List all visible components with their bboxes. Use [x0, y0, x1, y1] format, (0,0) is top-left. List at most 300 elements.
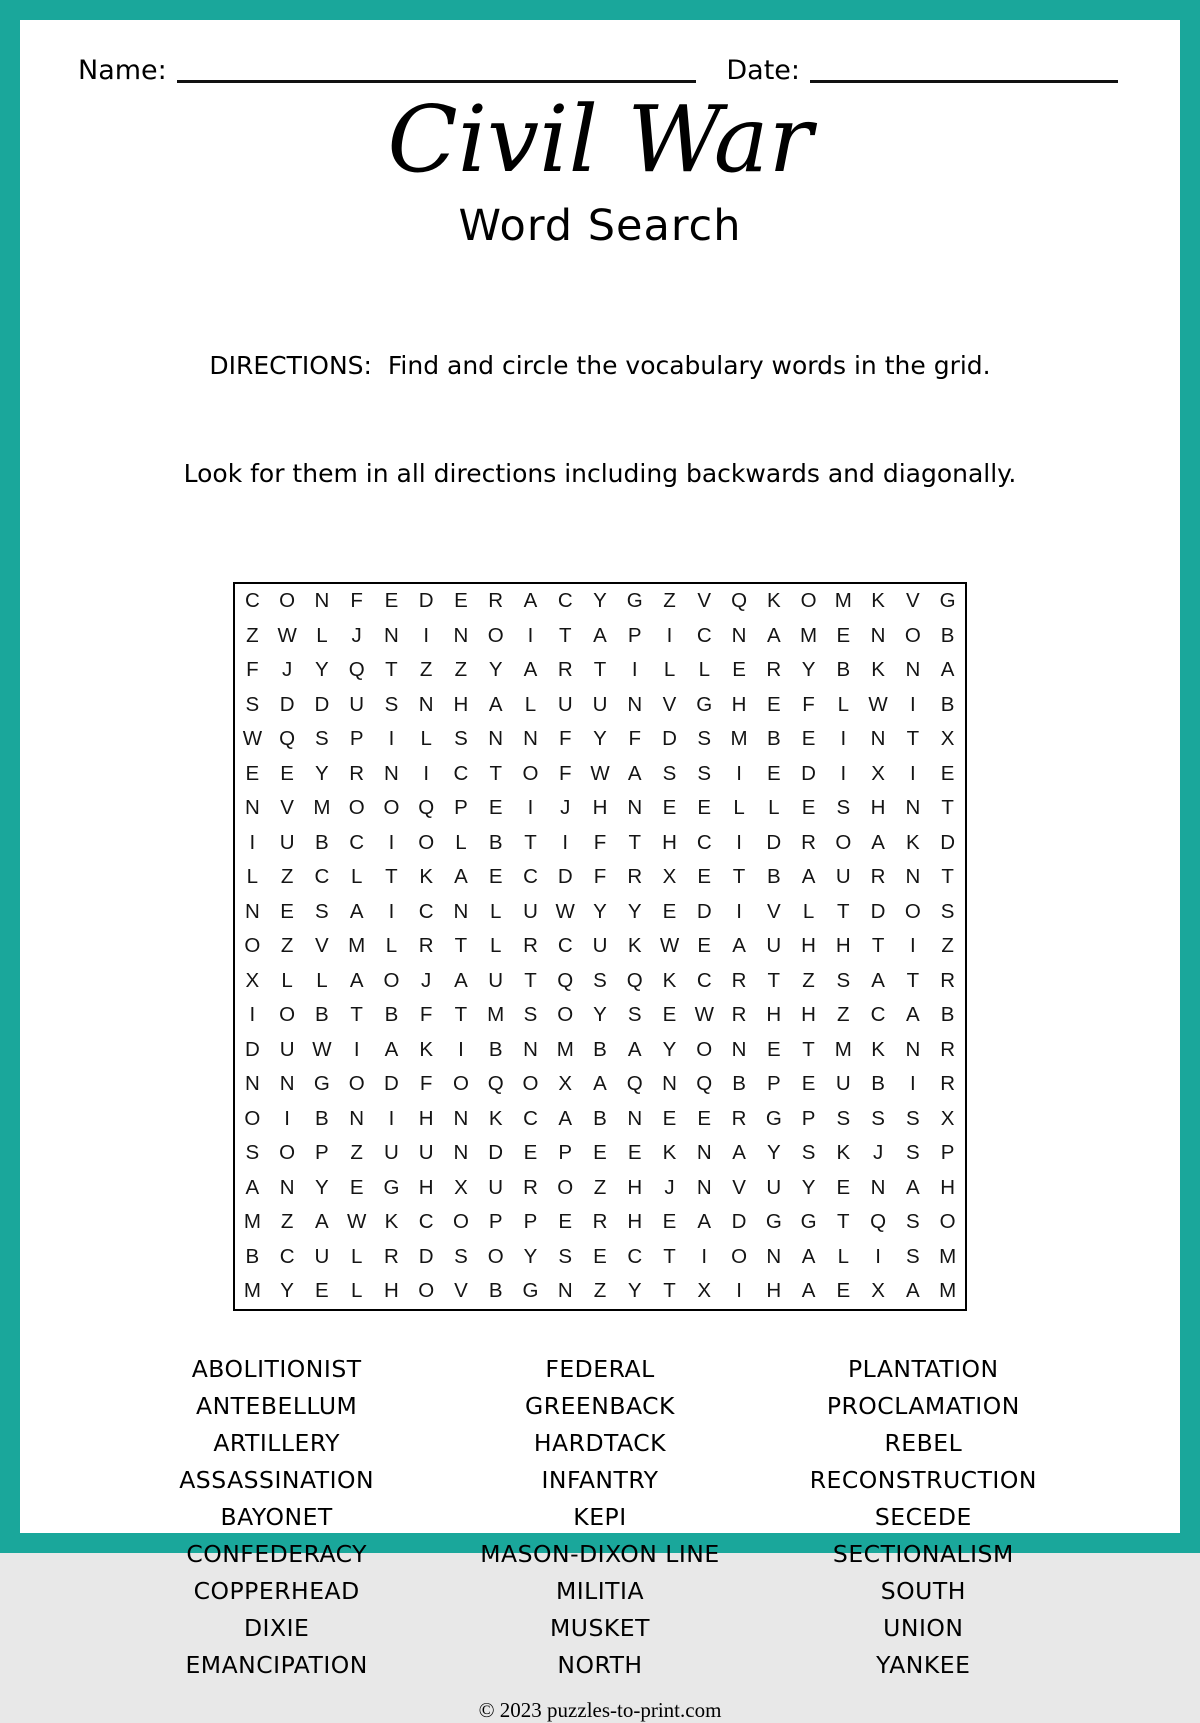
grid-cell-r11c15: A — [732, 934, 746, 958]
grid-cell-r21c14: X — [697, 1279, 712, 1303]
grid-cell-r2c18: E — [836, 623, 851, 647]
grid-cell-r1c1: C — [244, 589, 260, 613]
grid-cell-r17c15: A — [732, 1141, 746, 1165]
grid-cell-r9c21: T — [941, 865, 954, 889]
grid-cell-r8c10: I — [562, 830, 569, 854]
grid-cell-r10c9: U — [523, 899, 538, 923]
grid-cell-r16c2: I — [284, 1106, 290, 1130]
grid-cell-r17c7: N — [453, 1141, 469, 1165]
word-item: SECTIONALISM — [832, 1539, 1014, 1568]
grid-cell-r3c8: Y — [488, 658, 503, 682]
grid-cell-r5c10: F — [558, 727, 572, 751]
grid-cell-r16c20: S — [906, 1106, 920, 1130]
grid-cell-r8c14: C — [696, 830, 712, 854]
grid-cell-r8c11: F — [593, 830, 607, 854]
grid-cell-r6c20: I — [910, 761, 916, 785]
word-item: CONFEDERACY — [186, 1539, 367, 1568]
grid-cell-r13c7: T — [454, 1003, 468, 1027]
grid-cell-r12c11: S — [593, 968, 607, 992]
grid-cell-r14c16: E — [766, 1037, 781, 1061]
grid-cell-r18c6: H — [418, 1175, 434, 1199]
word-item: BAYONET — [220, 1502, 333, 1531]
grid-cell-r7c10: J — [560, 796, 571, 820]
grid-cell-r13c3: B — [315, 1003, 329, 1027]
page-subtitle: Word Search — [458, 200, 742, 251]
word-item: DIXIE — [243, 1613, 310, 1642]
grid-cell-r20c3: U — [314, 1244, 330, 1268]
grid-cell-r15c10: X — [558, 1072, 573, 1096]
grid-cell-r16c15: R — [731, 1106, 747, 1130]
grid-cell-r19c10: E — [558, 1210, 573, 1234]
grid-cell-r18c1: A — [245, 1175, 260, 1199]
grid-cell-r4c11: U — [592, 692, 608, 716]
grid-cell-r12c16: T — [767, 968, 781, 992]
word-item: COPPERHEAD — [193, 1576, 360, 1605]
word-item: INFANTRY — [541, 1465, 659, 1494]
grid-cell-r17c21: P — [940, 1141, 955, 1165]
grid-cell-r1c20: V — [906, 589, 920, 613]
grid-cell-r9c15: T — [732, 865, 746, 889]
grid-cell-r15c20: I — [910, 1072, 916, 1096]
grid-cell-r8c4: C — [349, 830, 365, 854]
grid-cell-r2c20: O — [904, 623, 921, 647]
grid-cell-r17c1: S — [245, 1141, 260, 1165]
grid-cell-r14c4: I — [353, 1037, 360, 1061]
grid-cell-r1c2: O — [279, 589, 296, 613]
grid-cell-r12c9: T — [524, 968, 537, 992]
grid-cell-r21c8: B — [488, 1279, 503, 1303]
grid-cell-r20c1: B — [245, 1244, 260, 1268]
grid-cell-r5c6: L — [420, 727, 432, 751]
grid-cell-r16c17: P — [801, 1106, 816, 1130]
grid-cell-r3c17: Y — [801, 658, 816, 682]
grid-cell-r3c5: T — [385, 658, 398, 682]
grid-cell-r14c13: Y — [662, 1037, 677, 1061]
grid-cell-r7c2: V — [280, 796, 294, 820]
grid-cell-r17c3: P — [315, 1141, 329, 1165]
grid-cell-r14c17: T — [802, 1037, 815, 1061]
grid-cell-r7c16: L — [768, 796, 780, 820]
grid-cell-r12c20: T — [906, 968, 920, 992]
grid-cell-r20c2: C — [279, 1244, 295, 1268]
grid-cell-r21c1: M — [243, 1279, 261, 1303]
header-row — [78, 52, 1118, 86]
grid-cell-r14c19: K — [871, 1037, 885, 1061]
grid-cell-r13c1: I — [249, 1003, 256, 1027]
grid-cell-r17c14: N — [696, 1141, 712, 1165]
grid-cell-r20c5: R — [384, 1244, 399, 1268]
grid-cell-r6c2: E — [280, 761, 294, 785]
word-column-2 — [438, 1351, 761, 1684]
grid-cell-r7c4: O — [348, 796, 365, 820]
grid-cell-r18c15: V — [732, 1175, 746, 1199]
word-item: YANKEE — [876, 1650, 971, 1679]
grid-cell-r20c11: E — [593, 1244, 607, 1268]
grid-cell-r19c14: A — [697, 1210, 712, 1234]
grid-cell-r5c16: B — [766, 727, 781, 751]
grid-cell-r20c20: S — [906, 1244, 920, 1268]
grid-cell-r9c20: N — [905, 865, 921, 889]
grid-cell-r19c6: C — [418, 1210, 434, 1234]
grid-cell-r18c13: J — [664, 1175, 675, 1199]
grid-cell-r21c4: L — [350, 1279, 363, 1303]
grid-cell-r5c3: S — [315, 727, 329, 751]
grid-cell-r3c18: B — [836, 658, 851, 682]
grid-cell-r6c5: N — [384, 761, 399, 785]
grid-cell-r18c18: E — [836, 1175, 851, 1199]
grid-cell-r14c6: K — [419, 1037, 434, 1061]
grid-cell-r12c15: R — [731, 968, 747, 992]
grid-cell-r1c9: A — [523, 589, 538, 613]
grid-cell-r3c3: Y — [315, 658, 329, 682]
grid-cell-r9c9: C — [523, 865, 538, 889]
grid-cell-r20c10: S — [558, 1244, 573, 1268]
grid-cell-r10c11: Y — [593, 899, 607, 923]
grid-cell-r20c4: L — [350, 1244, 363, 1268]
grid-cell-r13c9: S — [523, 1003, 538, 1027]
grid-cell-r18c12: H — [627, 1175, 643, 1199]
grid-cell-r3c9: A — [523, 658, 538, 682]
grid-cell-r6c6: I — [423, 761, 430, 785]
grid-cell-r3c2: J — [282, 658, 293, 682]
grid-cell-r15c21: R — [940, 1072, 956, 1096]
word-item: ARTILLERY — [213, 1428, 341, 1457]
word-item: SECEDE — [874, 1502, 972, 1531]
grid-cell-r6c16: E — [766, 761, 781, 785]
grid-cell-r14c2: U — [279, 1037, 295, 1061]
grid-cell-r19c4: W — [346, 1210, 367, 1234]
grid-cell-r2c21: B — [940, 623, 955, 647]
grid-cell-r6c8: T — [489, 761, 502, 785]
grid-cell-r18c10: O — [557, 1175, 574, 1199]
grid-cell-r2c17: M — [800, 623, 818, 647]
grid-cell-r11c1: O — [244, 934, 261, 958]
grid-cell-r21c9: G — [522, 1279, 539, 1303]
grid-cell-r3c16: R — [766, 658, 782, 682]
grid-cell-r18c19: N — [870, 1175, 886, 1199]
grid-cell-r3c13: L — [663, 658, 676, 682]
grid-cell-r12c18: S — [836, 968, 851, 992]
grid-cell-r19c21: O — [939, 1210, 956, 1234]
word-item: PROCLAMATION — [826, 1391, 1020, 1420]
grid-cell-r9c2: Z — [280, 865, 294, 889]
grid-cell-r11c3: V — [315, 934, 329, 958]
grid-cell-r17c20: S — [906, 1141, 920, 1165]
grid-cell-r1c17: O — [800, 589, 817, 613]
grid-cell-r5c19: N — [870, 727, 886, 751]
grid-cell-r5c4: P — [349, 727, 364, 751]
grid-cell-r10c10: W — [555, 899, 575, 923]
grid-cell-r7c8: E — [488, 796, 503, 820]
grid-cell-r17c10: P — [558, 1141, 573, 1165]
grid-cell-r13c2: O — [279, 1003, 296, 1027]
grid-cell-r21c7: V — [454, 1279, 468, 1303]
grid-cell-r13c10: O — [557, 1003, 574, 1027]
grid-cell-r9c7: A — [454, 865, 468, 889]
grid-cell-r19c19: Q — [870, 1210, 887, 1234]
grid-cell-r3c12: I — [631, 658, 638, 682]
grid-cell-r12c21: R — [940, 968, 956, 992]
grid-cell-r14c5: A — [384, 1037, 399, 1061]
grid-cell-r10c2: E — [280, 899, 294, 923]
grid-cell-r9c3: C — [314, 865, 330, 889]
grid-cell-r12c1: X — [245, 968, 260, 992]
grid-cell-r4c21: B — [940, 692, 955, 716]
grid-cell-r3c19: K — [871, 658, 885, 682]
grid-cell-r5c5: I — [388, 727, 395, 751]
grid-cell-r12c10: Q — [557, 968, 574, 992]
grid-cell-r11c9: R — [523, 934, 538, 958]
grid-cell-r17c13: K — [662, 1141, 677, 1165]
grid-cell-r15c19: B — [871, 1072, 885, 1096]
grid-cell-r5c18: I — [840, 727, 847, 751]
grid-cell-r15c4: O — [348, 1072, 365, 1096]
grid-cell-r13c16: H — [766, 1003, 782, 1027]
grid-cell-r17c6: U — [418, 1141, 434, 1165]
grid-cell-r18c17: Y — [801, 1175, 816, 1199]
grid-cell-r8c6: O — [418, 830, 435, 854]
grid-cell-r14c9: N — [523, 1037, 538, 1061]
word-list — [115, 1351, 1085, 1684]
grid-cell-r6c15: I — [736, 761, 742, 785]
grid-cell-r5c15: M — [730, 727, 748, 751]
grid-cell-r10c7: N — [453, 899, 469, 923]
grid-cell-r21c3: E — [315, 1279, 329, 1303]
grid-cell-r11c2: Z — [280, 934, 294, 958]
grid-cell-r16c10: A — [558, 1106, 573, 1130]
grid-cell-r16c14: E — [697, 1106, 712, 1130]
grid-cell-r11c21: Z — [941, 934, 954, 958]
date-label: Date: — [726, 54, 800, 86]
grid-cell-r2c10: T — [558, 623, 572, 647]
grid-cell-r13c17: H — [801, 1003, 816, 1027]
grid-cell-r13c15: R — [731, 1003, 747, 1027]
grid-cell-r2c11: A — [593, 623, 607, 647]
grid-cell-r14c20: N — [905, 1037, 921, 1061]
grid-cell-r20c21: M — [939, 1244, 957, 1268]
grid-cell-r11c20: I — [910, 934, 916, 958]
grid-cell-r9c11: F — [593, 865, 607, 889]
grid-cell-r2c2: W — [277, 623, 297, 647]
grid-cell-r5c20: T — [906, 727, 920, 751]
grid-cell-r17c16: Y — [766, 1141, 781, 1165]
grid-cell-r15c17: E — [801, 1072, 816, 1096]
grid-cell-r9c8: E — [488, 865, 503, 889]
grid-cell-r6c13: S — [662, 761, 677, 785]
grid-cell-r15c15: B — [732, 1072, 746, 1096]
grid-cell-r14c11: B — [593, 1037, 607, 1061]
grid-cell-r15c3: G — [313, 1072, 330, 1096]
directions-line-1: DIRECTIONS: Find and circle the vocabulary words in the grid. — [209, 351, 991, 381]
grid-cell-r13c8: M — [487, 1003, 505, 1027]
grid-cell-r15c2: N — [279, 1072, 295, 1096]
grid-cell-r8c5: I — [388, 830, 395, 854]
grid-cell-r7c3: M — [313, 796, 331, 820]
grid-cell-r15c5: D — [384, 1072, 399, 1096]
grid-cell-r19c7: O — [452, 1210, 469, 1234]
name-blank-line — [177, 52, 697, 83]
grid-cell-r20c19: I — [875, 1244, 881, 1268]
grid-cell-r5c2: Q — [279, 727, 296, 751]
grid-cell-r19c9: P — [523, 1210, 538, 1234]
grid-cell-r20c13: T — [663, 1244, 676, 1268]
grid-cell-r12c17: Z — [802, 968, 815, 992]
grid-cell-r8c17: R — [801, 830, 816, 854]
grid-cell-r19c15: D — [731, 1210, 747, 1234]
grid-cell-r6c19: X — [871, 761, 885, 785]
grid-cell-r18c11: Z — [593, 1175, 607, 1199]
grid-cell-r3c4: Q — [348, 658, 365, 682]
grid-cell-r19c11: R — [592, 1210, 608, 1234]
grid-cell-r10c15: I — [736, 899, 742, 923]
grid-cell-r9c13: X — [662, 865, 677, 889]
grid-cell-r15c16: P — [766, 1072, 781, 1096]
grid-cell-r14c7: I — [458, 1037, 464, 1061]
word-item: EMANCIPATION — [185, 1650, 368, 1679]
grid-cell-r15c18: U — [835, 1072, 851, 1096]
grid-cell-r4c9: L — [524, 692, 537, 716]
word-item: HARDTACK — [533, 1428, 667, 1457]
grid-cell-r5c1: W — [242, 727, 263, 751]
grid-cell-r6c1: E — [245, 761, 260, 785]
grid-cell-r3c7: Z — [454, 658, 468, 682]
grid-cell-r12c5: O — [383, 968, 400, 992]
grid-cell-r12c14: C — [696, 968, 712, 992]
word-item: MUSKET — [549, 1613, 650, 1642]
grid-cell-r7c12: N — [627, 796, 643, 820]
grid-cell-r10c17: L — [802, 899, 815, 923]
grid-cell-r1c5: E — [384, 589, 399, 613]
grid-cell-r15c13: N — [662, 1072, 677, 1096]
grid-cell-r10c8: L — [490, 899, 502, 923]
grid-cell-r21c2: Y — [280, 1279, 294, 1303]
grid-cell-r21c13: T — [663, 1279, 676, 1303]
grid-cell-r12c4: A — [349, 968, 364, 992]
grid-cell-r21c18: E — [836, 1279, 851, 1303]
grid-cell-r17c11: E — [593, 1141, 607, 1165]
grid-cell-r11c5: L — [385, 934, 398, 958]
directions-line-2: Look for them in all directions including backwards and diagonally. — [183, 459, 1017, 489]
grid-cell-r6c17: D — [801, 761, 816, 785]
grid-cell-r16c11: B — [593, 1106, 607, 1130]
grid-cell-r1c15: Q — [731, 589, 748, 613]
grid-cell-r9c12: R — [627, 865, 643, 889]
word-item: PLANTATION — [848, 1354, 999, 1383]
grid-cell-r1c4: F — [350, 589, 363, 613]
grid-cell-r6c14: S — [697, 761, 712, 785]
grid-cell-r9c17: A — [801, 865, 816, 889]
grid-cell-r13c4: T — [350, 1003, 363, 1027]
grid-cell-r10c20: O — [904, 899, 921, 923]
word-item: SOUTH — [880, 1576, 966, 1605]
grid-cell-r9c4: L — [350, 865, 363, 889]
grid-cell-r15c12: Q — [626, 1072, 643, 1096]
grid-cell-r7c19: H — [870, 796, 886, 820]
grid-cell-r6c12: A — [627, 761, 642, 785]
grid-cell-r13c13: E — [662, 1003, 677, 1027]
grid-cell-r7c21: T — [941, 796, 954, 820]
grid-cell-r13c6: F — [419, 1003, 433, 1027]
grid-cell-r21c11: Z — [593, 1279, 607, 1303]
grid-cell-r3c11: T — [593, 658, 607, 682]
grid-cell-r19c12: H — [627, 1210, 643, 1234]
grid-cell-r12c7: A — [454, 968, 468, 992]
grid-cell-r10c14: D — [696, 899, 712, 923]
grid-cell-r7c11: H — [592, 796, 608, 820]
grid-cell-r18c7: X — [454, 1175, 468, 1199]
grid-cell-r4c17: F — [802, 692, 815, 716]
grid-cell-r6c3: Y — [315, 761, 329, 785]
grid-cell-r15c1: N — [244, 1072, 260, 1096]
grid-cell-r14c1: D — [244, 1037, 260, 1061]
grid-cell-r16c1: O — [244, 1106, 261, 1130]
grid-cell-r20c14: I — [701, 1244, 708, 1268]
directions-text — [20, 276, 1180, 564]
grid-cell-r3c15: E — [732, 658, 746, 682]
word-column-3 — [762, 1351, 1085, 1684]
grid-cell-r12c8: U — [488, 968, 504, 992]
grid-cell-r11c17: H — [801, 934, 816, 958]
word-grid — [233, 582, 967, 1311]
grid-cell-r9c1: L — [246, 865, 259, 889]
grid-cell-r2c14: C — [696, 623, 712, 647]
grid-cell-r20c18: L — [837, 1244, 850, 1268]
grid-cell-r19c8: P — [488, 1210, 503, 1234]
grid-cell-r3c14: L — [698, 658, 710, 682]
grid-cell-r10c5: I — [388, 899, 395, 923]
word-item: ANTEBELLUM — [196, 1391, 358, 1420]
grid-cell-r1c6: D — [418, 589, 434, 613]
grid-cell-r5c17: E — [801, 727, 816, 751]
grid-cell-r8c8: B — [488, 830, 503, 854]
grid-cell-r17c5: U — [384, 1141, 399, 1165]
grid-cell-r4c7: H — [453, 692, 469, 716]
grid-cell-r10c13: E — [662, 899, 677, 923]
grid-cell-r2c4: J — [351, 623, 362, 647]
grid-cell-r4c15: H — [731, 692, 747, 716]
word-item: KEPI — [573, 1502, 627, 1531]
grid-cell-r18c14: N — [696, 1175, 712, 1199]
grid-cell-r17c9: E — [523, 1141, 538, 1165]
word-item: NORTH — [557, 1650, 643, 1679]
grid-cell-r6c9: O — [522, 761, 539, 785]
grid-cell-r15c7: O — [452, 1072, 469, 1096]
grid-cell-r16c19: S — [871, 1106, 885, 1130]
grid-cell-r4c10: U — [557, 692, 573, 716]
grid-cell-r11c4: M — [348, 934, 366, 958]
grid-cell-r14c3: W — [312, 1037, 332, 1061]
grid-cell-r14c12: A — [627, 1037, 642, 1061]
grid-cell-r16c7: N — [453, 1106, 469, 1130]
grid-cell-r8c1: I — [249, 830, 256, 854]
grid-cell-r2c6: I — [423, 623, 430, 647]
grid-cell-r1c14: V — [697, 589, 712, 613]
grid-cell-r6c18: I — [840, 761, 847, 785]
grid-cell-r6c11: W — [590, 761, 610, 785]
grid-cell-r2c19: N — [870, 623, 886, 647]
grid-cell-r7c17: E — [801, 796, 816, 820]
grid-cell-r14c10: M — [556, 1037, 574, 1061]
grid-cell-r2c5: N — [384, 623, 399, 647]
grid-cell-r7c9: I — [527, 796, 534, 820]
grid-cell-r13c14: W — [694, 1003, 714, 1027]
grid-cell-r18c16: U — [766, 1175, 782, 1199]
grid-cell-r21c19: X — [871, 1279, 885, 1303]
grid-cell-r8c2: U — [279, 830, 295, 854]
grid-cell-r12c12: Q — [626, 968, 643, 992]
word-item: REBEL — [884, 1428, 963, 1457]
grid-cell-r4c8: A — [488, 692, 503, 716]
